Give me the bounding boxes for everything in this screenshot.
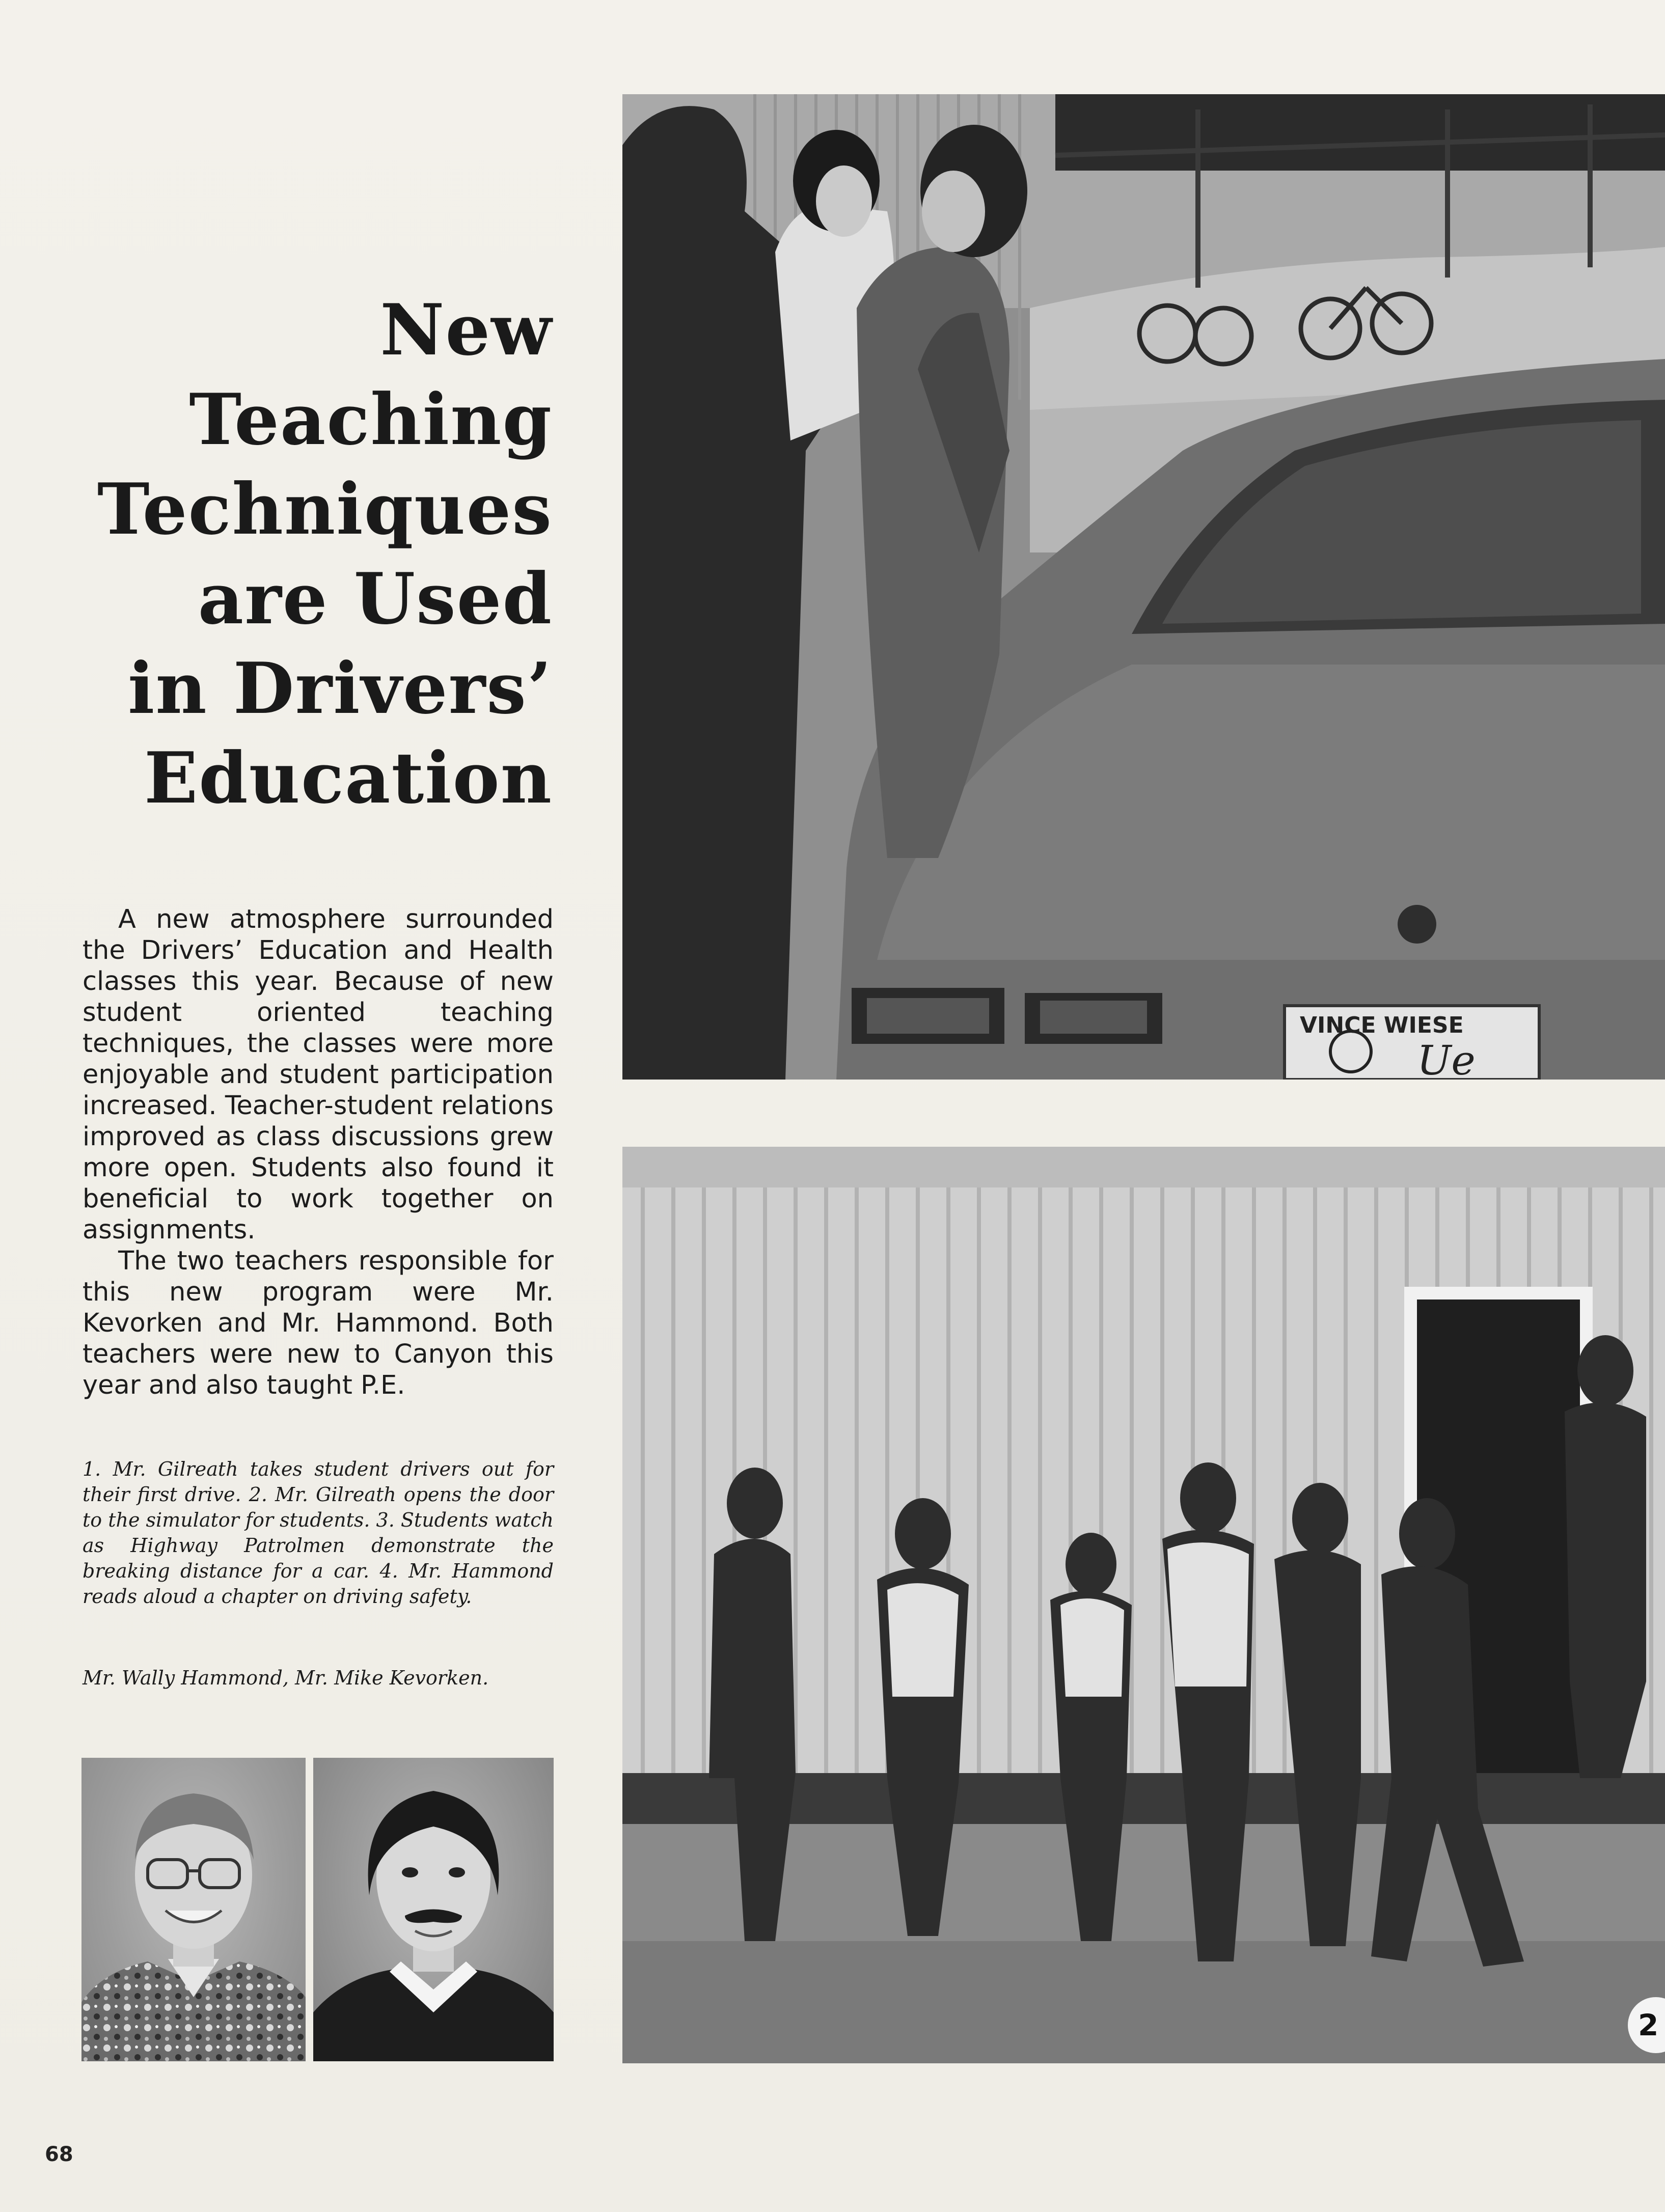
photo-number-marker: 2 (1628, 1997, 1665, 2053)
plate-frame-script: Ue (1417, 1037, 1476, 1080)
article-body (83, 904, 554, 1401)
headline-line-2: Teaching (189, 378, 553, 461)
headline-line-5: in Drivers’ (127, 647, 553, 730)
photo-students-with-car (622, 94, 1665, 1080)
article-paragraph-1: A new atmosphere surrounded the Drivers’ Education and Health classes this year. Because of new student oriented teaching techniques, the classes were more enjoyable and student participation increased. Teacher-student relations improved as class discussions grew more open. Students also found it beneficial to work together on assignments. (83, 904, 554, 1245)
article-paragraph-2: The two teachers responsible for this new program were Mr. Kevorken and Mr. Hammond. Both teachers were new to Canyon this year and also taught P.E. (83, 1246, 554, 1400)
photo-students-at-simulator-trailer (622, 1147, 1665, 2063)
page-number: 68 (45, 2143, 73, 2166)
headline-line-4: are Used (198, 557, 553, 640)
portrait-hammond (81, 1758, 306, 2061)
photo-caption: 1. Mr. Gilreath takes student drivers out for their first drive. 2. Mr. Gilreath opens the door to the simulator for students. 3. Students watch as Highway Patrolmen demonstrate the breaking distance for a car. 4. Mr. Hammond reads aloud a chapter on driving safety. (83, 1458, 554, 1608)
portrait-kevorken (313, 1758, 554, 2061)
headline (76, 285, 553, 823)
license-plate-text: VINCE WIESE (1300, 1012, 1464, 1038)
headline-line-1: New (380, 288, 553, 371)
portrait-names-caption: Mr. Wally Hammond, Mr. Mike Kevorken. (83, 1667, 489, 1689)
headline-line-3: Techniques (97, 467, 553, 550)
headline-line-6: Education (144, 736, 553, 819)
